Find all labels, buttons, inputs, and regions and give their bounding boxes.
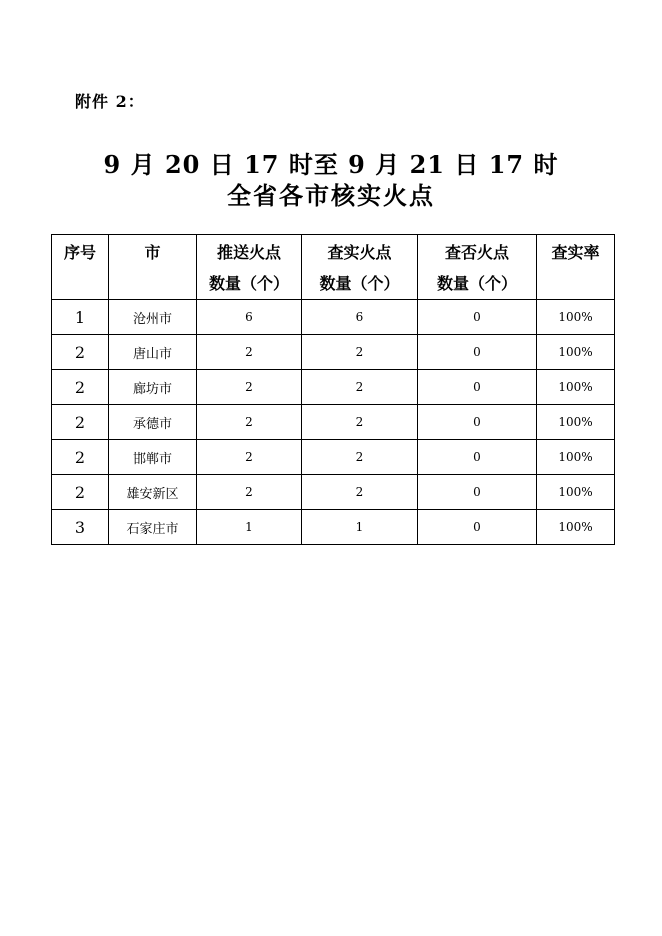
cell-city: 雄安新区 <box>109 475 197 510</box>
document-title-line1: 9 月 20 日 17 时至 9 月 21 日 17 时 <box>103 150 559 179</box>
header-pushed-line2: 数量（个） <box>208 274 289 293</box>
cell-city: 石家庄市 <box>109 510 197 545</box>
table-header-row <box>52 235 615 300</box>
cell-seq: 2 <box>52 405 109 440</box>
header-rejected <box>418 235 537 300</box>
cell-city: 沧州市 <box>109 300 197 335</box>
header-verified-line1: 查实火点 <box>327 243 392 262</box>
cell-verified: 2 <box>302 440 418 475</box>
table-row <box>52 405 615 440</box>
header-verified <box>302 235 418 300</box>
cell-rejected: 0 <box>418 300 537 335</box>
cell-rate: 100% <box>537 405 615 440</box>
cell-rejected: 0 <box>418 475 537 510</box>
cell-pushed: 6 <box>197 300 302 335</box>
cell-pushed: 2 <box>197 405 302 440</box>
cell-seq: 1 <box>52 300 109 335</box>
cell-pushed: 2 <box>197 335 302 370</box>
header-city-label: 市 <box>144 243 161 262</box>
cell-pushed: 2 <box>197 370 302 405</box>
cell-pushed: 2 <box>197 440 302 475</box>
cell-rate: 100% <box>537 300 615 335</box>
header-rejected-line2: 数量（个） <box>436 274 517 293</box>
cell-rejected: 0 <box>418 440 537 475</box>
cell-seq: 2 <box>52 475 109 510</box>
cell-verified: 2 <box>302 475 418 510</box>
cell-verified: 1 <box>302 510 418 545</box>
table-row <box>52 510 615 545</box>
cell-city: 唐山市 <box>109 335 197 370</box>
header-rejected-line1: 查否火点 <box>444 243 509 262</box>
cell-city: 邯郸市 <box>109 440 197 475</box>
fire-points-table <box>51 234 615 545</box>
cell-rate: 100% <box>537 335 615 370</box>
cell-rate: 100% <box>537 370 615 405</box>
cell-rate: 100% <box>537 475 615 510</box>
cell-rate: 100% <box>537 510 615 545</box>
cell-seq: 3 <box>52 510 109 545</box>
cell-rejected: 0 <box>418 335 537 370</box>
cell-rate: 100% <box>537 440 615 475</box>
cell-pushed: 1 <box>197 510 302 545</box>
header-seq <box>52 235 109 300</box>
cell-rejected: 0 <box>418 405 537 440</box>
table-row <box>52 440 615 475</box>
header-rate <box>537 235 615 300</box>
cell-seq: 2 <box>52 335 109 370</box>
cell-city: 廊坊市 <box>109 370 197 405</box>
cell-verified: 6 <box>302 300 418 335</box>
cell-verified: 2 <box>302 370 418 405</box>
header-seq-label: 序号 <box>63 243 96 262</box>
cell-pushed: 2 <box>197 475 302 510</box>
cell-seq: 2 <box>52 370 109 405</box>
header-pushed <box>197 235 302 300</box>
table-row <box>52 300 615 335</box>
cell-rejected: 0 <box>418 510 537 545</box>
table-row <box>52 335 615 370</box>
header-city <box>109 235 197 300</box>
cell-verified: 2 <box>302 335 418 370</box>
cell-seq: 2 <box>52 440 109 475</box>
table-row <box>52 370 615 405</box>
header-verified-line2: 数量（个） <box>319 274 400 293</box>
header-pushed-line1: 推送火点 <box>216 243 281 262</box>
cell-rejected: 0 <box>418 370 537 405</box>
header-rate-label: 查实率 <box>551 243 600 262</box>
cell-city: 承德市 <box>109 405 197 440</box>
table-row <box>52 475 615 510</box>
document-title-line2: 全省各市核实火点 <box>227 181 435 210</box>
cell-verified: 2 <box>302 405 418 440</box>
attachment-label: 附件 2： <box>75 92 145 111</box>
